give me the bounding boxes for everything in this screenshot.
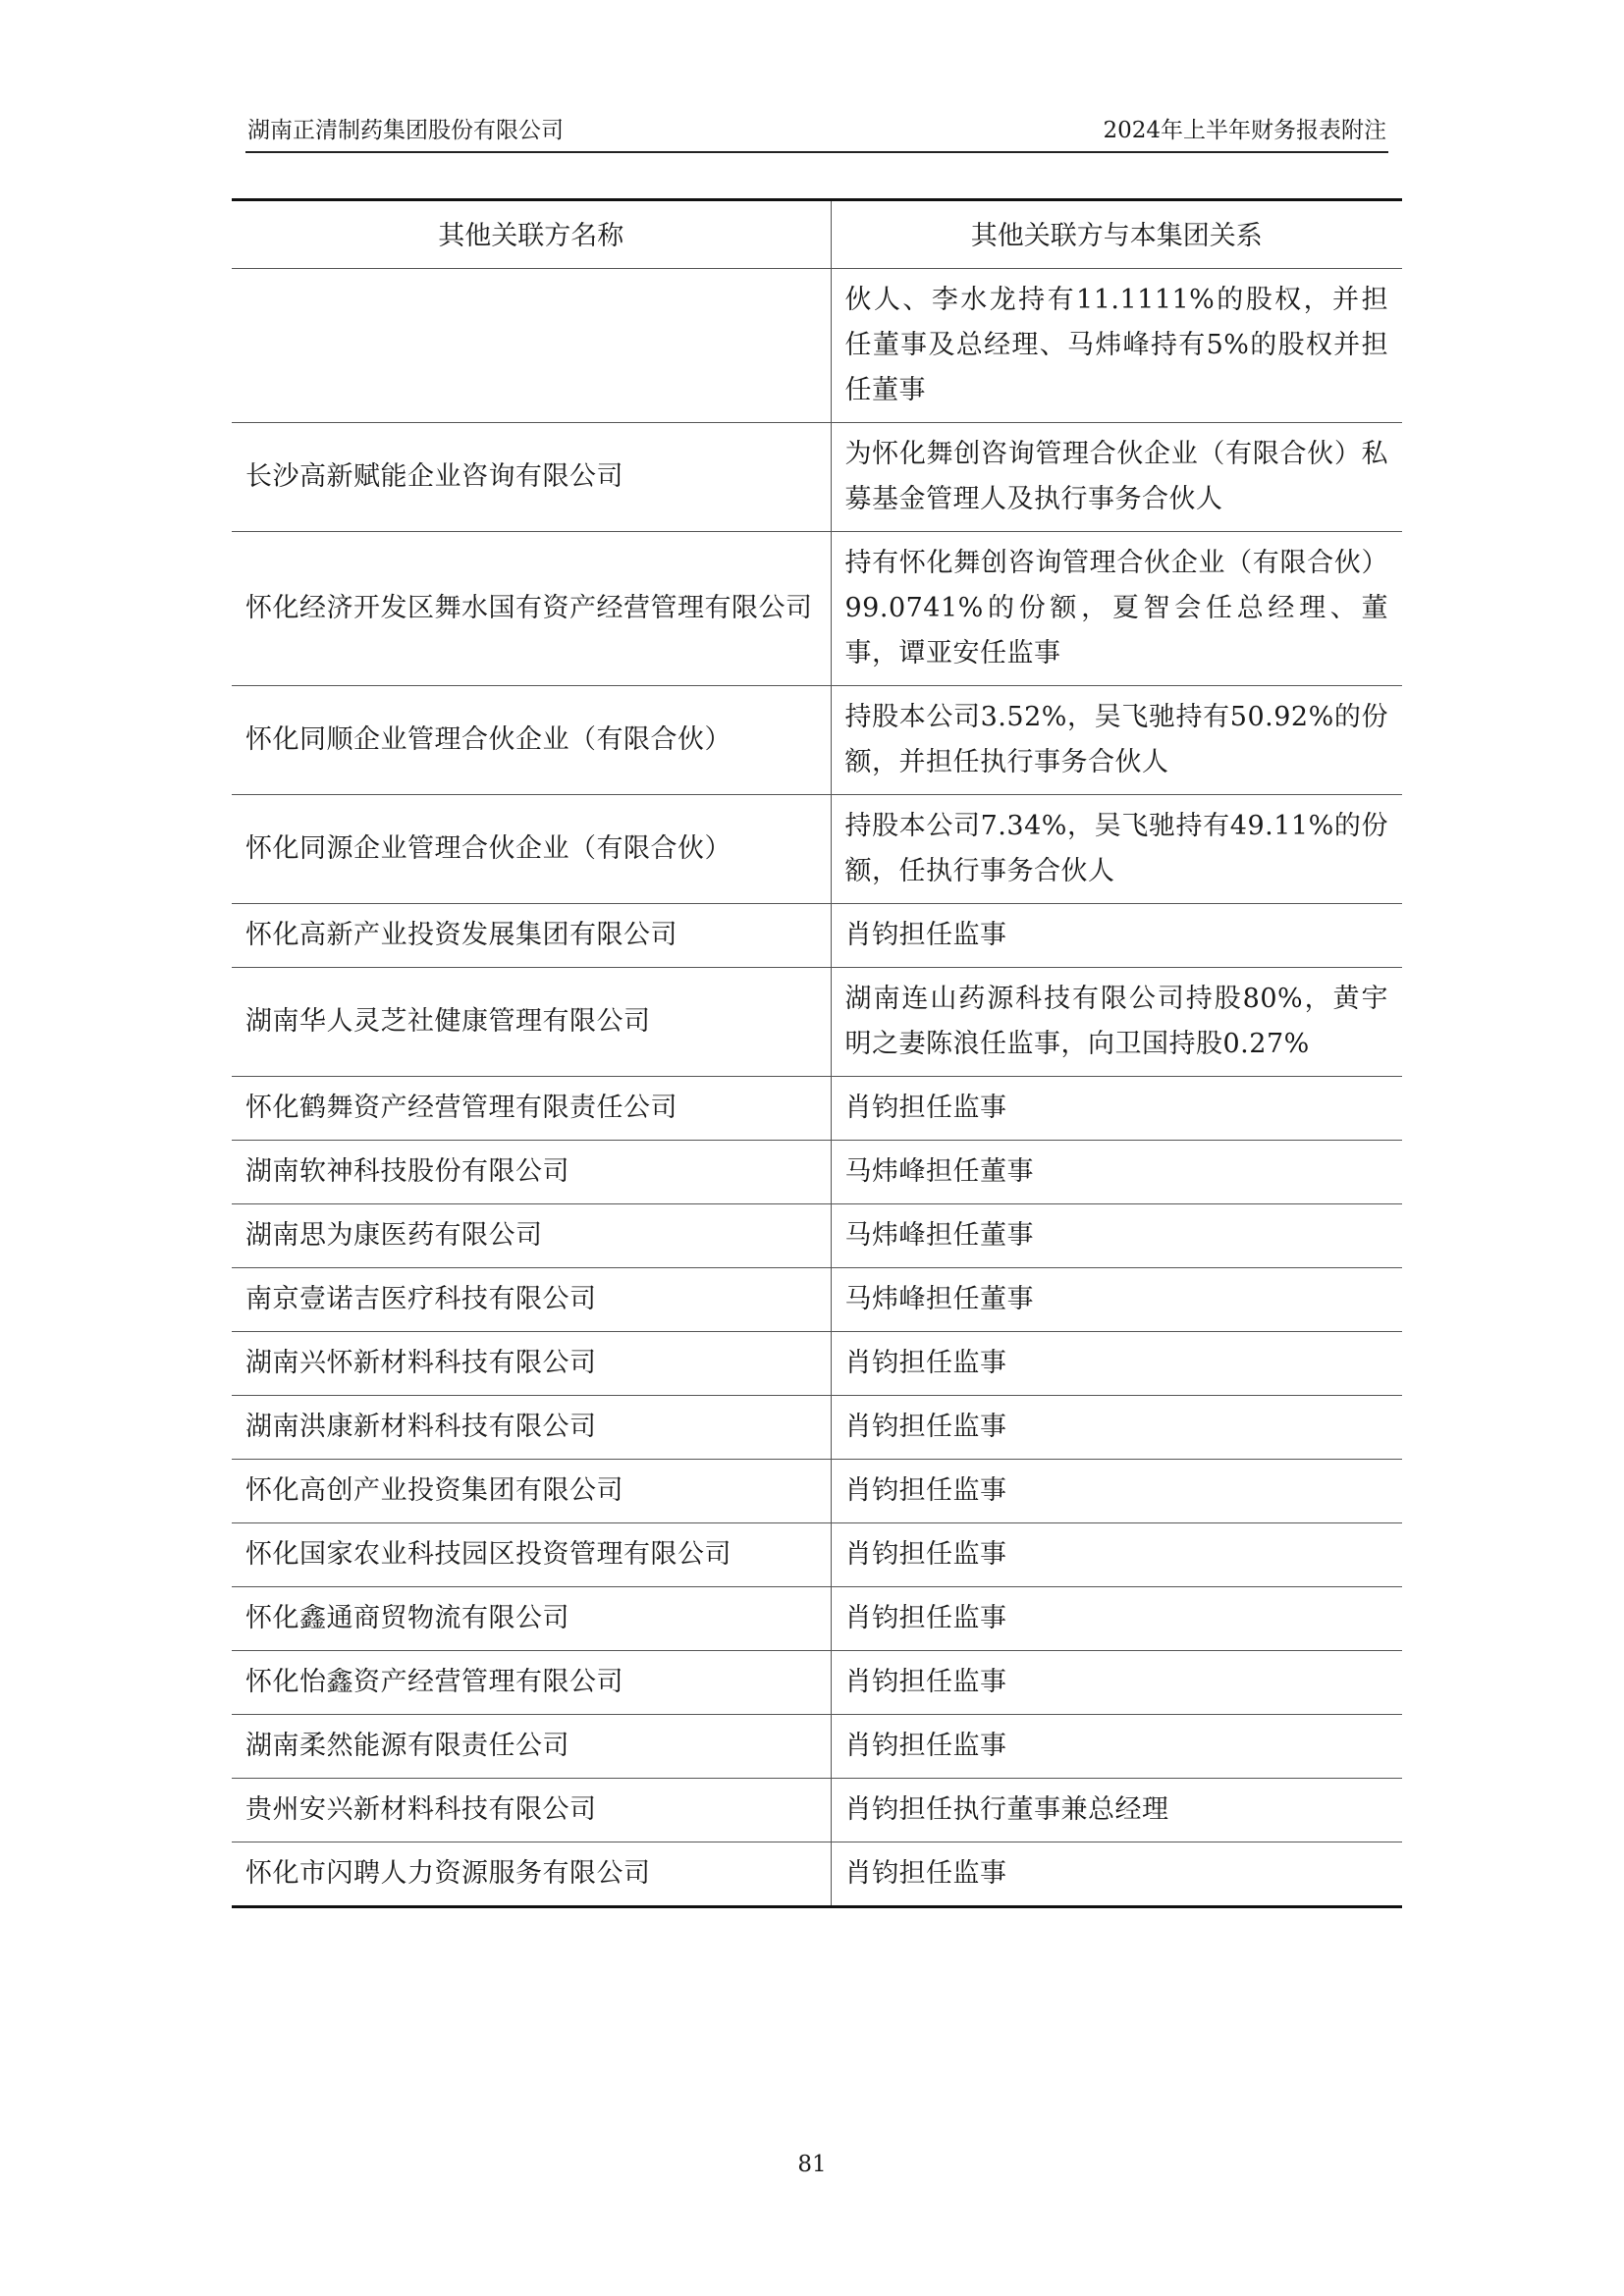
party-relation-cell: 肖钧担任监事 [831, 1523, 1402, 1587]
party-relation-cell: 持股本公司3.52%，吴飞驰持有50.92%的份额，并担任执行事务合伙人 [831, 686, 1402, 795]
party-relation-cell: 肖钧担任监事 [831, 1842, 1402, 1907]
table-row [232, 532, 1402, 686]
party-name-cell: 贵州安兴新材料科技有限公司 [232, 1779, 831, 1842]
table-row [232, 269, 1402, 423]
party-relation-cell: 持有怀化舞创咨询管理合伙企业（有限合伙）99.0741%的份额，夏智会任总经理、董事，谭亚安任监事 [831, 532, 1402, 686]
page-number: 81 [797, 2152, 827, 2177]
party-name-cell: 南京壹诺吉医疗科技有限公司 [232, 1268, 831, 1332]
party-relation-cell: 马炜峰担任董事 [831, 1268, 1402, 1332]
party-name-cell: 湖南柔然能源有限责任公司 [232, 1715, 831, 1779]
party-relation-cell: 肖钧担任监事 [831, 1396, 1402, 1460]
column-header-relation: 其他关联方与本集团关系 [831, 200, 1402, 269]
party-name-cell [232, 269, 831, 423]
party-name-cell: 湖南软神科技股份有限公司 [232, 1141, 831, 1204]
table-row [232, 1523, 1402, 1587]
party-name-cell: 怀化鑫通商贸物流有限公司 [232, 1587, 831, 1651]
table-row [232, 1651, 1402, 1715]
party-relation-cell: 伙人、李水龙持有11.1111%的股权，并担任董事及总经理、马炜峰持有5%的股权并担任董事 [831, 269, 1402, 423]
party-relation-cell: 肖钧担任监事 [831, 1651, 1402, 1715]
related-parties-table-wrapper [232, 198, 1402, 1908]
table-row [232, 1460, 1402, 1523]
party-relation-cell: 为怀化舞创咨询管理合伙企业（有限合伙）私募基金管理人及执行事务合伙人 [831, 423, 1402, 532]
party-name-cell: 怀化同源企业管理合伙企业（有限合伙） [232, 795, 831, 904]
party-relation-cell: 肖钧担任执行董事兼总经理 [831, 1779, 1402, 1842]
table-header-row [232, 200, 1402, 269]
party-name-cell: 湖南华人灵芝社健康管理有限公司 [232, 968, 831, 1077]
party-name-cell: 怀化经济开发区舞水国有资产经营管理有限公司 [232, 532, 831, 686]
table-row [232, 1779, 1402, 1842]
party-name-cell: 怀化国家农业科技园区投资管理有限公司 [232, 1523, 831, 1587]
party-name-cell: 怀化怡鑫资产经营管理有限公司 [232, 1651, 831, 1715]
related-parties-table [232, 198, 1402, 1908]
table-row [232, 1715, 1402, 1779]
party-relation-cell: 肖钧担任监事 [831, 1715, 1402, 1779]
party-relation-cell: 湖南连山药源科技有限公司持股80%，黄宇明之妻陈浪任监事，向卫国持股0.27% [831, 968, 1402, 1077]
table-row [232, 423, 1402, 532]
party-relation-cell: 肖钧担任监事 [831, 1460, 1402, 1523]
table-row [232, 795, 1402, 904]
party-name-cell: 怀化市闪聘人力资源服务有限公司 [232, 1842, 831, 1907]
table-row [232, 904, 1402, 968]
page-header [245, 116, 1388, 153]
party-relation-cell: 马炜峰担任董事 [831, 1204, 1402, 1268]
report-title: 2024年上半年财务报表附注 [1103, 118, 1386, 143]
party-name-cell: 长沙高新赋能企业咨询有限公司 [232, 423, 831, 532]
table-row [232, 1268, 1402, 1332]
table-row [232, 1204, 1402, 1268]
party-relation-cell: 肖钧担任监事 [831, 904, 1402, 968]
table-row [232, 1587, 1402, 1651]
table-row [232, 1141, 1402, 1204]
party-relation-cell: 持股本公司7.34%，吴飞驰持有49.11%的份额，任执行事务合伙人 [831, 795, 1402, 904]
table-row [232, 686, 1402, 795]
party-name-cell: 湖南兴怀新材料科技有限公司 [232, 1332, 831, 1396]
party-name-cell: 怀化高新产业投资发展集团有限公司 [232, 904, 831, 968]
column-header-name: 其他关联方名称 [232, 200, 831, 269]
company-name: 湖南正清制药集团股份有限公司 [247, 118, 564, 143]
table-row [232, 1077, 1402, 1141]
table-row [232, 1842, 1402, 1907]
party-relation-cell: 肖钧担任监事 [831, 1332, 1402, 1396]
party-name-cell: 怀化高创产业投资集团有限公司 [232, 1460, 831, 1523]
table-row [232, 968, 1402, 1077]
table-row [232, 1332, 1402, 1396]
party-name-cell: 怀化鹤舞资产经营管理有限责任公司 [232, 1077, 831, 1141]
party-relation-cell: 肖钧担任监事 [831, 1587, 1402, 1651]
party-name-cell: 湖南思为康医药有限公司 [232, 1204, 831, 1268]
party-name-cell: 湖南洪康新材料科技有限公司 [232, 1396, 831, 1460]
party-relation-cell: 马炜峰担任董事 [831, 1141, 1402, 1204]
table-row [232, 1396, 1402, 1460]
party-name-cell: 怀化同顺企业管理合伙企业（有限合伙） [232, 686, 831, 795]
party-relation-cell: 肖钧担任监事 [831, 1077, 1402, 1141]
